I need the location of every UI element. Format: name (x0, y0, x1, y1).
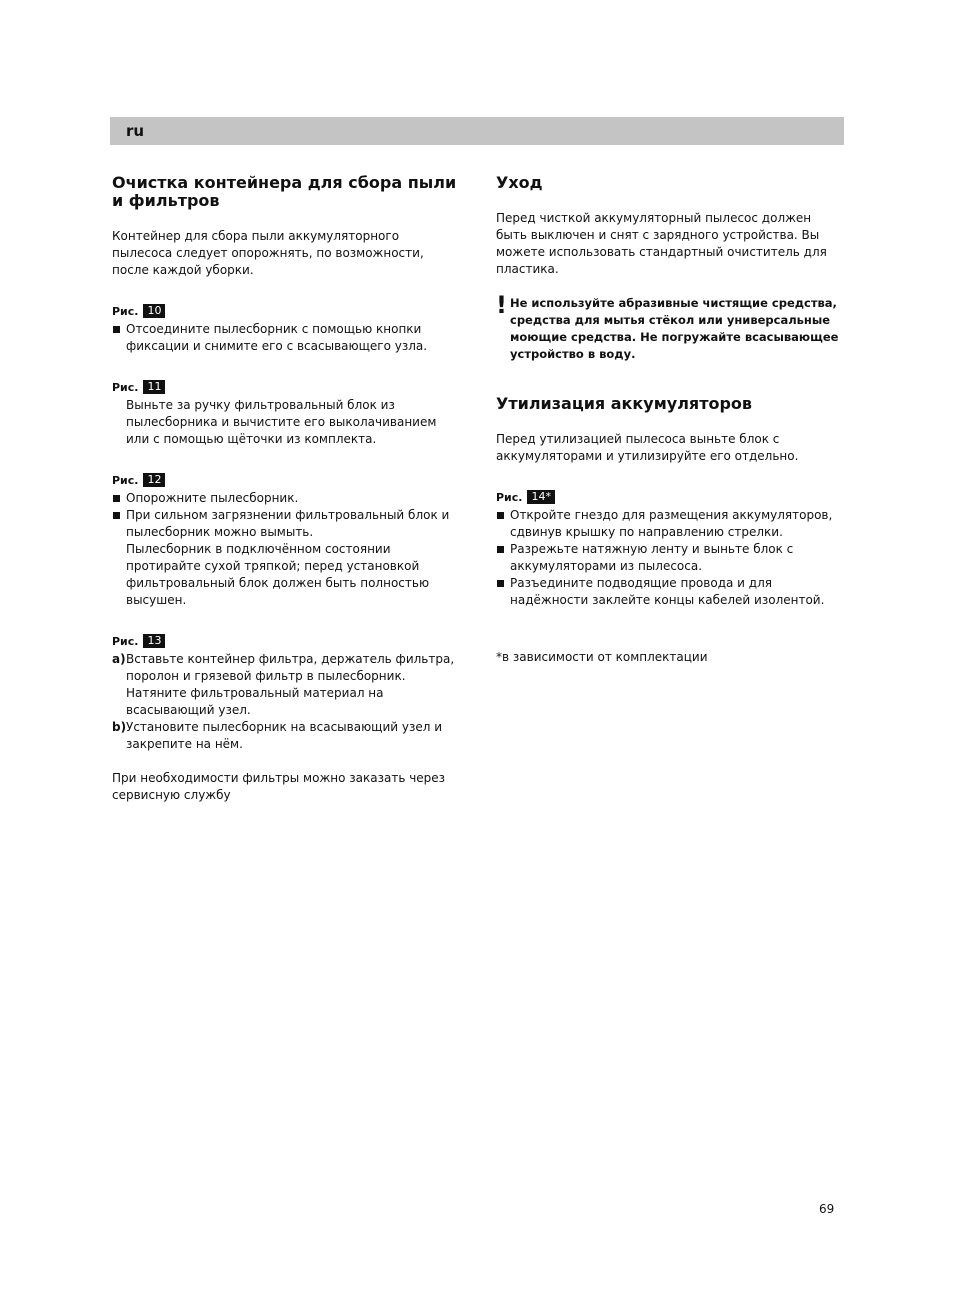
figure-ref-11 (112, 377, 457, 397)
list-item: Пылесборник в подключённом состоянии протирайте сухой тряпкой; перед установкой фильтровальный блок должен быть полностью высушен. (126, 542, 430, 607)
figure-label: Рис. (112, 634, 139, 648)
figure-ref-12 (112, 470, 457, 490)
warning-block (496, 291, 841, 363)
filters-order-note: При необходимости фильтры можно заказать через сервисную службу (112, 771, 446, 802)
list-item: Разрежьте натяжную ленту и выньте блок с аккумуляторами из пылесоса. (496, 541, 841, 575)
right-column (496, 174, 841, 666)
list-item (112, 651, 457, 719)
fig14-list (496, 507, 841, 609)
figure-number: 11 (143, 380, 165, 394)
disposal-text: Перед утилизацией пылесоса выньте блок с аккумуляторами и утилизируйте его отдельно. (496, 432, 799, 463)
list-item: Откройте гнездо для размещения аккумуляторов, сдвинув крышку по направлению стрелки. (496, 507, 841, 541)
figure-ref-10 (112, 301, 457, 321)
figure-number: 12 (143, 473, 165, 487)
left-column (112, 174, 457, 804)
list-marker: a) (112, 652, 126, 666)
fig13-list (112, 651, 457, 753)
figure-label: Рис. (112, 380, 139, 394)
fig10-list (112, 321, 457, 355)
figure-ref-14 (496, 487, 841, 507)
language-code: ru (126, 122, 145, 140)
list-text: Вставьте контейнер фильтра, держатель фильтра, поролон и грязевой фильтр в пылесборник. Натяните фильтровальный материал на всасывающий узел. (126, 652, 455, 717)
section-title-disposal: Утилизация аккумуляторов (496, 394, 753, 413)
figure-label: Рис. (112, 304, 139, 318)
language-header-bar (110, 117, 844, 145)
list-item: Отсоедините пылесборник с помощью кнопки фиксации и снимите его с всасывающего узла. (112, 321, 457, 355)
list-item: При сильном загрязнении фильтровальный блок и пылесборник можно вымыть. (112, 507, 457, 541)
section-title-cleaning: Очистка контейнера для сбора пыли и фильтров (112, 173, 457, 210)
warning-text: Не используйте абразивные чистящие средства, средства для мытья стёкол или универсальные моющие средства. Не погружайте всасывающее устройство в воду. (510, 296, 839, 361)
list-item: Разъедините подводящие провода и для надёжности заклейте концы кабелей изолентой. (496, 575, 841, 609)
fig11-text: Выньте за ручку фильтровальный блок из пылесборника и вычистите его выколачиванием или с помощью щёточки из комплекта. (126, 398, 437, 446)
figure-label: Рис. (496, 490, 523, 504)
fig12-list (112, 490, 457, 609)
list-item: Опорожните пылесборник. (112, 490, 457, 507)
list-marker: b) (112, 720, 127, 734)
page-number: 69 (819, 1202, 835, 1216)
figure-number: 14* (527, 490, 555, 504)
figure-ref-13 (112, 631, 457, 651)
warning-icon: ! (496, 291, 507, 319)
footnote: *в зависимости от комплектации (496, 650, 708, 664)
list-item (112, 719, 457, 753)
figure-label: Рис. (112, 473, 139, 487)
care-text: Перед чисткой аккумуляторный пылесос должен быть выключен и снят с зарядного устройства. Вы можете использовать стандартный очиститель для пластика. (496, 211, 827, 276)
list-text: Установите пылесборник на всасывающий узел и закрепите на нём. (126, 720, 443, 751)
section-title-care: Уход (496, 173, 543, 192)
cleaning-intro: Контейнер для сбора пыли аккумуляторного пылесоса следует опорожнять, по возможности, после каждой уборки. (112, 229, 424, 277)
figure-number: 13 (143, 634, 165, 648)
figure-number: 10 (143, 304, 165, 318)
